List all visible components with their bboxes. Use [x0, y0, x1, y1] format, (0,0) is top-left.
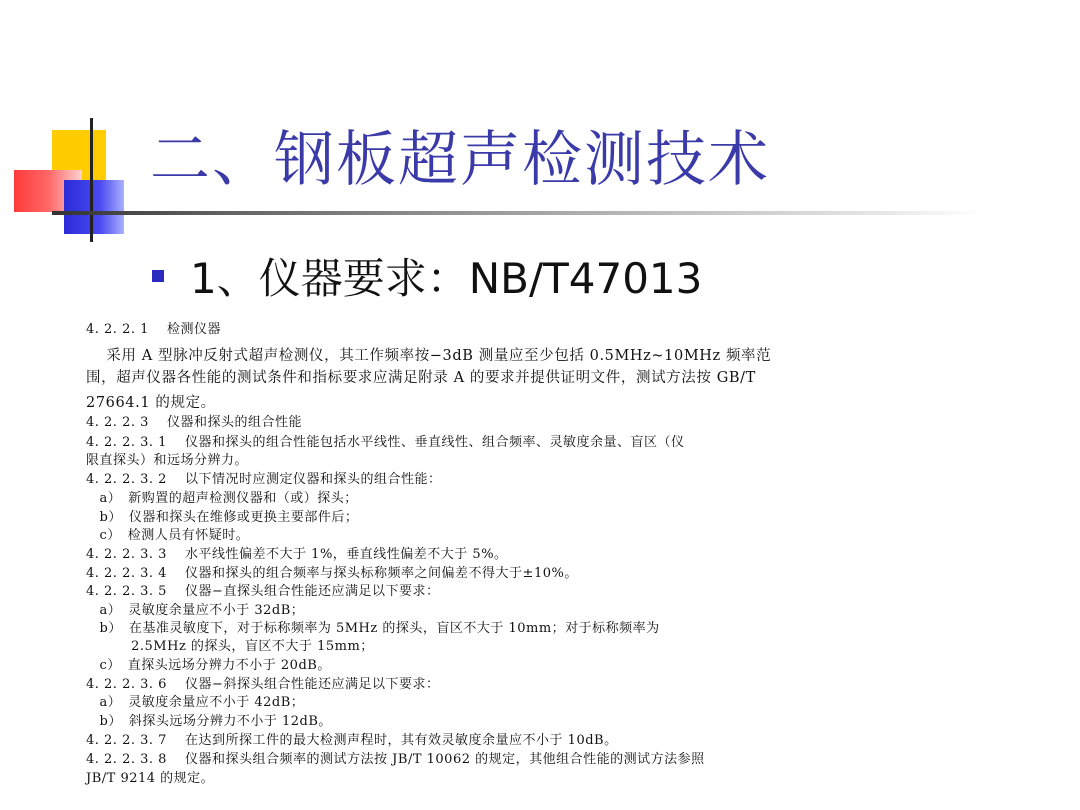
decor-vertical-line	[90, 118, 93, 242]
doc-line: 2.5MHz 的探头，盲区不大于 15mm；	[86, 639, 374, 654]
doc-line: a） 新购置的超声检测仪器和（或）探头；	[86, 491, 358, 506]
doc-line: 采用 A 型脉冲反射式超声检测仪，其工作频率按−3dB 测量应至少包括 0.5MHz~10MHz 频率范	[86, 348, 772, 364]
bullet-square-icon	[152, 270, 164, 282]
doc-line: 4. 2. 2. 3. 2 以下情况时应测定仪器和探头的组合性能：	[86, 472, 442, 487]
doc-line: b） 在基准灵敏度下，对于标称频率为 5MHz 的探头，盲区不大于 10mm；对于标称频率为	[86, 621, 660, 636]
doc-line: 4. 2. 2. 3. 4 仪器和探头的组合频率与探头标称频率之间偏差不得大于±10%。	[86, 566, 578, 581]
doc-line: 4. 2. 2. 1 检测仪器	[86, 322, 222, 337]
doc-line: b） 仪器和探头在维修或更换主要部件后；	[86, 510, 359, 525]
slide-title: 二、钢板超声检测技术	[150, 125, 770, 195]
standard-excerpt	[86, 318, 1036, 788]
doc-line: 4. 2. 2. 3. 8 仪器和探头组合频率的测试方法按 JB/T 10062 的规定，其他组合性能的测试方法参照	[86, 752, 705, 767]
doc-line: JB/T 9214 的规定。	[86, 771, 215, 786]
doc-line: 4. 2. 2. 3 仪器和探头的组合性能	[86, 415, 303, 430]
doc-line: 4. 2. 2. 3. 3 水平线性偏差不大于 1%，垂直线性偏差不大于 5%。	[86, 547, 508, 562]
title-underline	[52, 211, 982, 215]
doc-line: 4. 2. 2. 3. 6 仪器−斜探头组合性能还应满足以下要求：	[86, 677, 440, 692]
doc-line: 4. 2. 2. 3. 1 仪器和探头的组合性能包括水平线性、垂直线性、组合频率、灵敏度余量、盲区（仪	[86, 435, 685, 450]
doc-line: 27664.1 的规定。	[86, 395, 216, 411]
doc-line: 4. 2. 2. 3. 5 仪器−直探头组合性能还应满足以下要求：	[86, 584, 440, 599]
doc-line: 限直探头）和远场分辨力。	[86, 453, 249, 468]
doc-line: 围，超声仪器各性能的测试条件和指标要求应满足附录 A 的要求并提供证明文件，测试方法按 GB/T	[86, 370, 756, 386]
doc-line: c） 检测人员有怀疑时。	[86, 528, 250, 543]
doc-line: a） 灵敏度余量应不小于 32dB；	[86, 603, 305, 618]
bullet-text: 1、仪器要求：NB/T47013	[190, 254, 703, 303]
bullet-item	[152, 248, 702, 304]
doc-line: b） 斜探头远场分辨力不小于 12dB。	[86, 714, 332, 729]
doc-line: a） 灵敏度余量应不小于 42dB；	[86, 695, 305, 710]
doc-line: c） 直探头远场分辨力不小于 20dB。	[86, 658, 331, 673]
doc-line: 4. 2. 2. 3. 7 在达到所探工件的最大检测声程时，其有效灵敏度余量应不小于 10dB。	[86, 733, 618, 748]
decor-blue-square	[64, 180, 124, 234]
